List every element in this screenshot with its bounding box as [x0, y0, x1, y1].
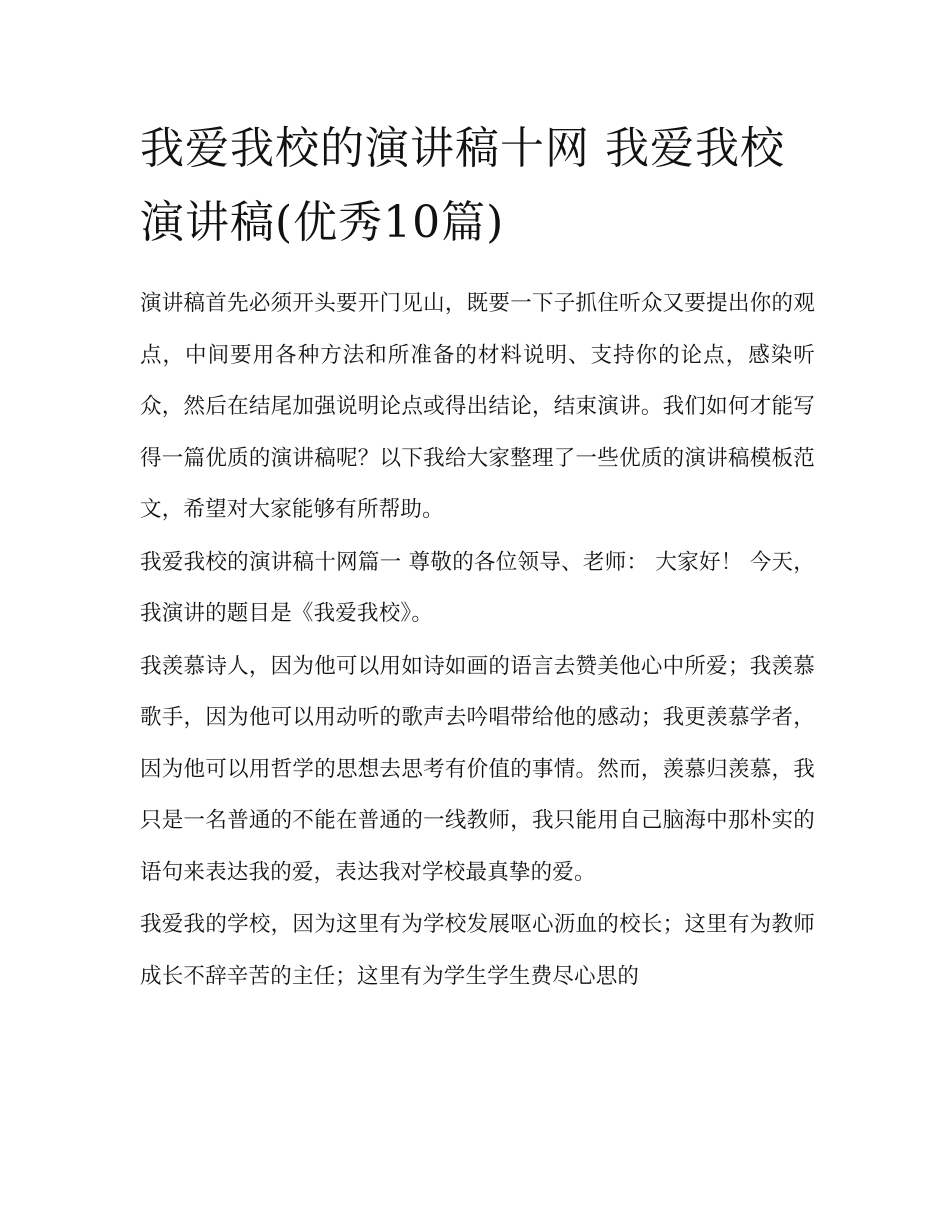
document-body: [140, 112, 815, 1003]
paragraph-intro: 演讲稿首先必须开头要开门见山，既要一下子抓住听众又要提出你的观点，中间要用各种方法和所准备的材料说明、支持你的论点，感染听众，然后在结尾加强说明论点或得出结论，结束演讲。我们如何才能写得一篇优质的演讲稿呢？以下我给大家整理了一些优质的演讲稿模板范文，希望对大家能够有所帮助。: [140, 291, 815, 522]
document-title: 我爱我校的演讲稿十网 我爱我校演讲稿(优秀10篇): [140, 123, 785, 248]
paragraph-greeting: 我爱我校的演讲稿十网篇一 尊敬的各位领导、老师： 大家好！ 今天，我演讲的题目是《我爱我校》。: [140, 549, 815, 626]
paragraph-love-school: 我爱我的学校，因为这里有为学校发展呕心沥血的校长；这里有为教师成长不辞辛苦的主任；这里有为学生学生费尽心思的: [140, 912, 815, 989]
paragraph-admiration: 我羡慕诗人，因为他可以用如诗如画的语言去赞美他心中所爱；我羡慕歌手，因为他可以用动听的歌声去吟唱带给他的感动；我更羡慕学者，因为他可以用哲学的思想去思考有价值的事情。然而，羡慕归羡慕，我只是一名普通的不能在普通的一线教师，我只能用自己脑海中那朴实的语句来表达我的爱，表达我对学校最真挚的爱。: [140, 653, 815, 885]
